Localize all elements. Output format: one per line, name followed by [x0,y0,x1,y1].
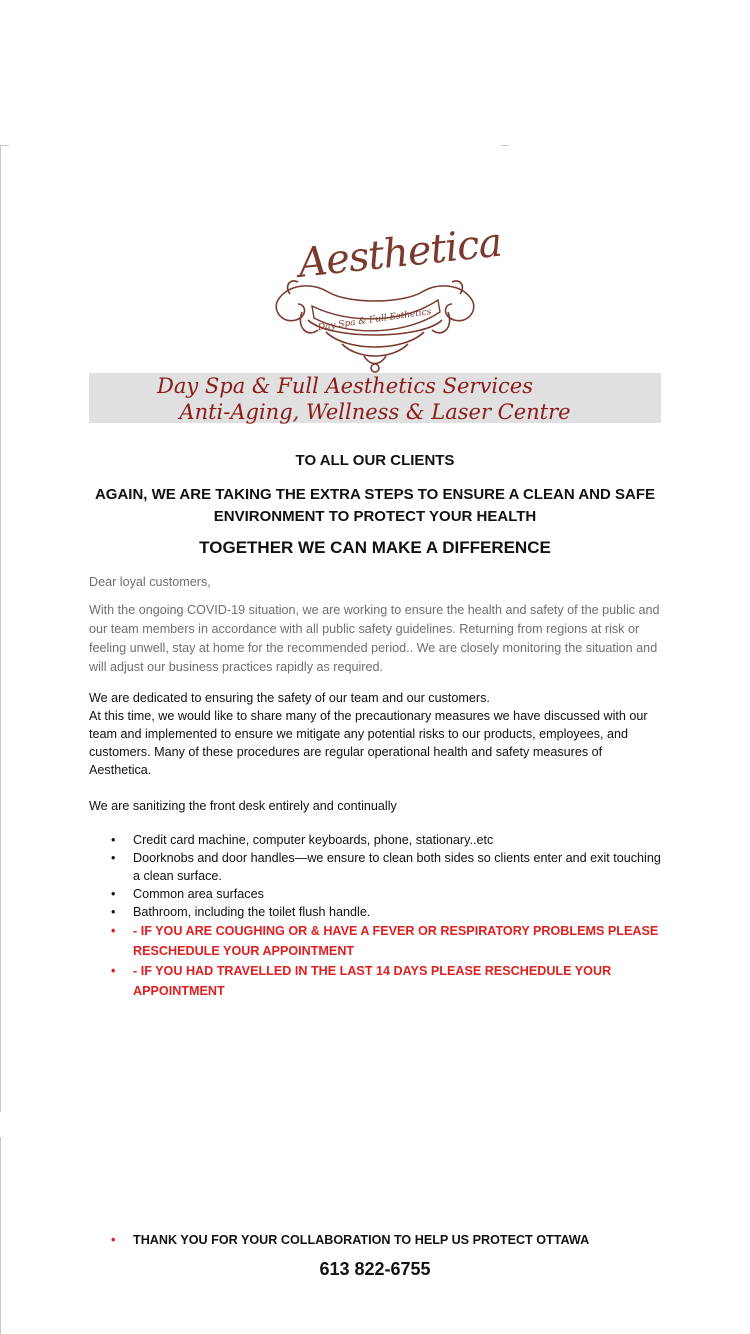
page-edge-left [0,145,1,1112]
bullet-icon: • [111,887,116,901]
banner-line-services: Day Spa & Full Aesthetics Services [156,374,534,398]
list-item: • Bathroom, including the toilet flush handle. [111,905,371,919]
thanks-item: • THANK YOU FOR YOUR COLLABORATION TO HELP US PROTECT OTTAWA [111,1233,590,1247]
heading-together: TOGETHER WE CAN MAKE A DIFFERENCE [199,538,551,557]
phone-number: 613 822-6755 [319,1259,431,1279]
sanitizing-text: We are sanitizing the front desk entirely and continually [89,799,397,813]
dedication-paragraph [89,689,664,779]
services-banner [89,373,661,423]
bullet-icon: • [111,964,116,978]
list-item: • Credit card machine, computer keyboards, phone, stationary..etc [111,833,494,847]
sanitizing-list [89,831,664,1001]
list-item: • Doorknobs and door handles—we ensure to clean both sides so clients enter and exit touching a clean surface. [111,851,661,883]
logo-ribbon-text: Day Spa & Full Esthetics [317,307,433,333]
page-edge-left-lower [0,1137,1,1334]
bullet-icon: • [111,905,116,919]
list-item: • Common area surfaces [111,887,264,901]
aesthetica-logo [268,219,504,376]
thanks-list [89,1231,664,1249]
page-corner-mark-left [0,145,9,146]
bullet-icon: • [111,1233,116,1247]
precautions-text: At this time, we would like to share many of the precautionary measures we have discussed with our team and implemented to ensure we mitigate any potential risks to our products, employees, and customers. Many of these procedures are regular operational health and safety measures of Aesthetica. [89,709,648,777]
heading-to-all-clients: TO ALL OUR CLIENTS [295,452,455,469]
bullet-icon: • [111,833,116,847]
banner-line-centre: Anti-Aging, Wellness & Laser Centre [179,400,571,424]
bullet-icon: • [111,851,116,865]
covid-paragraph: With the ongoing COVID-19 situation, we are working to ensure the health and safety of the public and our team members in accordance with all public safety guidelines. Returning from regions at risk or feeling unwell, stay at home for the recommended period.. We are closely monitoring the situation and will adjust our business practices rapidly as required. [89,603,660,674]
logo-script-text: Aesthetica [296,219,504,287]
greeting-text: Dear loyal customers, [89,575,211,589]
dedication-line: We are dedicated to ensuring the safety of our team and our customers. [89,691,490,705]
page-corner-mark-right [501,145,508,146]
warning-item-coughing: • - IF YOU ARE COUGHING OR & HAVE A FEVER OR RESPIRATORY PROBLEMS PLEASE RESCHEDULE YOUR APPOINTMENT [89,921,664,961]
warning-item-travel: • - IF YOU HAD TRAVELLED IN THE LAST 14 DAYS PLEASE RESCHEDULE YOUR APPOINTMENT [89,961,664,1001]
bullet-icon: • [111,924,116,938]
heading-extra-steps: AGAIN, WE ARE TAKING THE EXTRA STEPS TO ENSURE A CLEAN AND SAFE ENVIRONMENT TO PROTECT YOUR HEALTH [94,486,656,525]
